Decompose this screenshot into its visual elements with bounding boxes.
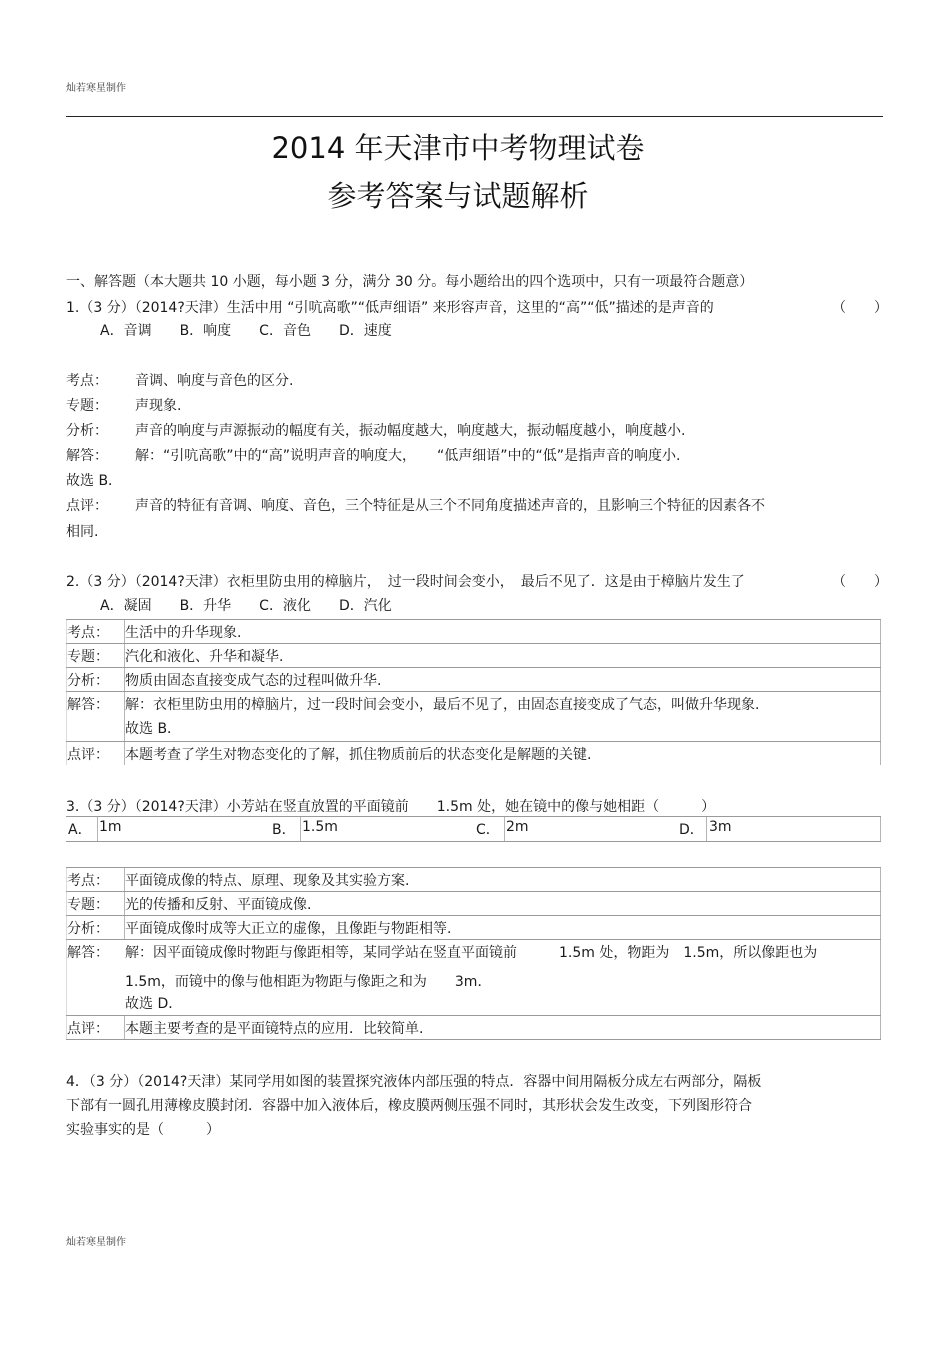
q2-jieda: 解答： 解：衣柜里防虫用的樟脑片，过一段时间会变小，最后不见了，由固态直接变成了气态，叫做升华现象. 故选 B． bbox=[66, 691, 881, 741]
q3-jieda: 解答： 解：因平面镜成像时物距与像距相等，某同学站在竖直平面镜前 1.5m 处，物距为 1.5m，所以像距也为 1.5m，而镜中的像与他相距为物距与像距之和为 3m． 故选 D． bbox=[66, 939, 881, 1015]
page-title: 2014 年天津市中考物理试卷 bbox=[271, 131, 645, 165]
q2-answer-paren: （ ） bbox=[832, 574, 888, 590]
q2-dianping: 点评： 本题考查了学生对物态变化的了解，抓住物质前后的状态变化是解题的关键. bbox=[66, 741, 881, 765]
q4-line-3: 实验事实的是（ ） bbox=[66, 1122, 220, 1138]
q3-option-b-value: 1.5m bbox=[302, 819, 338, 835]
q3-stem: 3.（3 分）（2014?天津）小芳站在竖直放置的平面镜前 1.5m 处，她在镜中的像与她相距（ ） bbox=[66, 799, 716, 815]
q1-options: A．音调 B．响度 C．音色 D．速度 bbox=[100, 323, 392, 339]
q1-answer-paren: （ ） bbox=[832, 300, 888, 316]
q3-dianping: 点评： 本题主要考查的是平面镜特点的应用．比较简单. bbox=[66, 1015, 881, 1040]
q2-options: A．凝固 B．升华 C．液化 D．汽化 bbox=[100, 598, 392, 614]
q3-options-row bbox=[66, 816, 881, 842]
q3-option-b-letter: B． bbox=[272, 822, 296, 838]
q1-dianping-cont: 相同. bbox=[66, 524, 99, 540]
header-rule bbox=[66, 116, 883, 117]
q4-line-2: 下部有一圆孔用薄橡皮膜封闭．容器中加入液体后，橡皮膜两侧压强不同时，其形状会发生改变，下列图形符合 bbox=[66, 1098, 752, 1114]
footer-watermark: 灿若寒星制作 bbox=[66, 1237, 126, 1248]
q3-option-d-value: 3m bbox=[709, 819, 732, 835]
q3-kaodian: 考点： 平面镜成像的特点、原理、现象及其实验方案. bbox=[66, 867, 881, 891]
q3-option-a-letter: A． bbox=[68, 822, 92, 838]
q4-line-1: 4．（3 分）（2014?天津）某同学用如图的装置探究液体内部压强的特点．容器中间用隔板分成左右两部分，隔板 bbox=[66, 1074, 762, 1090]
q2-stem: 2.（3 分）（2014?天津）衣柜里防虫用的樟脑片， 过一段时间会变小， 最后不见了．这是由于樟脑片发生了 bbox=[66, 574, 745, 590]
q2-zhuanti: 专题： 汽化和液化、升华和凝华. bbox=[66, 643, 881, 667]
q3-option-d-letter: D． bbox=[679, 822, 704, 838]
q1-stem: 1.（3 分）（2014?天津）生活中用 “引吭高歌”“低声细语” 来形容声音，这里的“高”“低”描述的是声音的 bbox=[66, 300, 714, 316]
q3-option-c-letter: C． bbox=[476, 822, 500, 838]
q1-choice: 故选 B． bbox=[66, 473, 123, 489]
section-heading: 一、解答题（本大题共 10 小题，每小题 3 分，满分 30 分。每小题给出的四个选项中，只有一项最符合题意） bbox=[66, 274, 754, 290]
q3-option-a-value: 1m bbox=[99, 819, 122, 835]
q3-zhuanti: 专题： 光的传播和反射、平面镜成像. bbox=[66, 891, 881, 915]
q3-option-c-value: 2m bbox=[506, 819, 529, 835]
q2-kaodian: 考点： 生活中的升华现象. bbox=[66, 619, 881, 643]
header-watermark: 灿若寒星制作 bbox=[66, 83, 126, 94]
page-subtitle: 参考答案与试题解析 bbox=[327, 179, 589, 213]
q3-fenxi: 分析： 平面镜成像时成等大正立的虚像，且像距与物距相等. bbox=[66, 915, 881, 939]
q2-fenxi: 分析： 物质由固态直接变成气态的过程叫做升华. bbox=[66, 667, 881, 691]
